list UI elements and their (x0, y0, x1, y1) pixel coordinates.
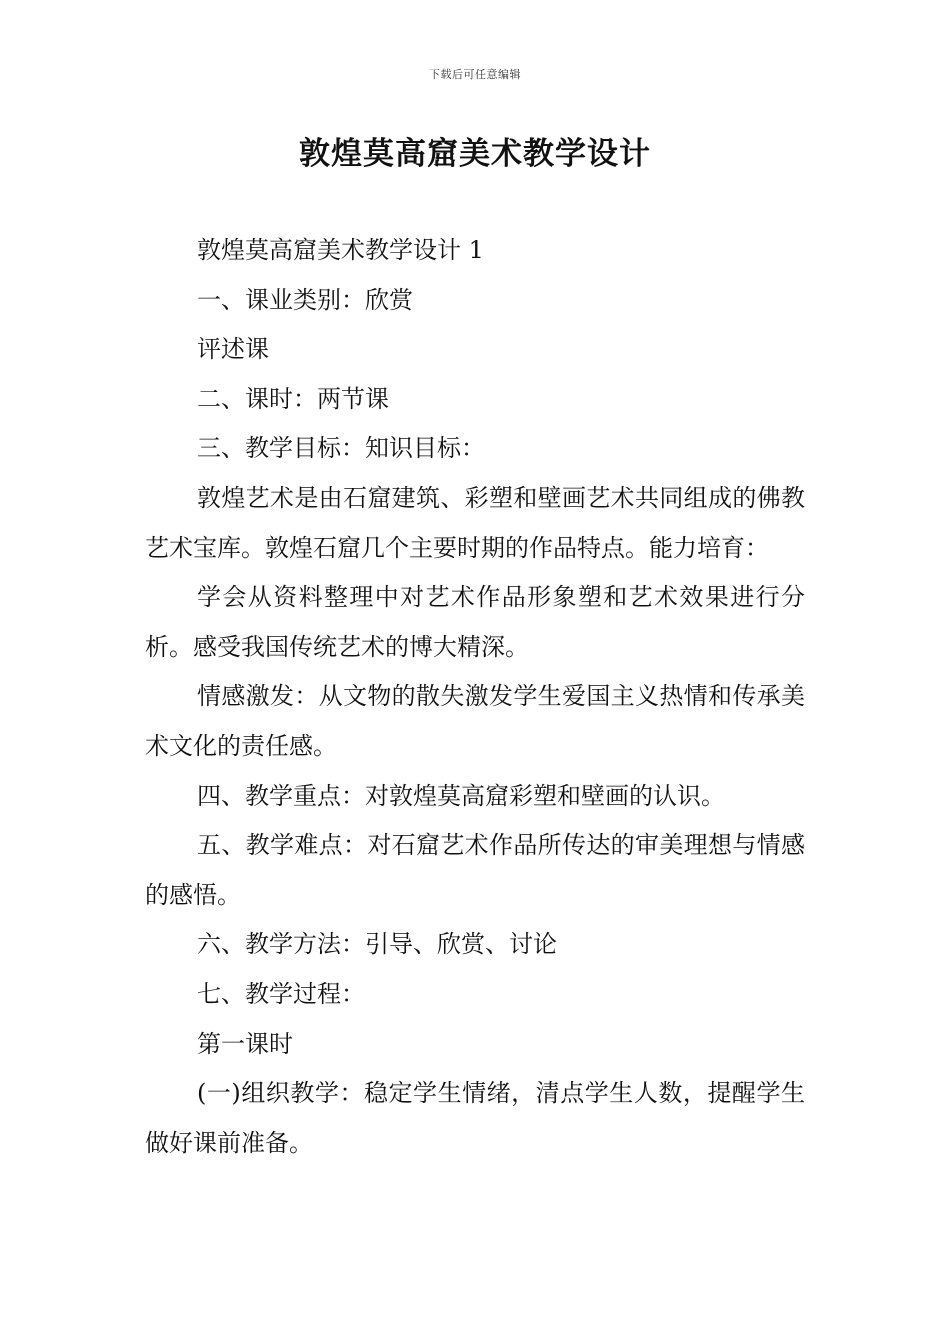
teaching-goals: 三、教学目标：知识目标： (197, 434, 485, 463)
organize-teaching-paragraph: (一)组织教学：稳定学生情绪，清点学生人数，提醒学生做好课前准备。 (145, 1079, 805, 1157)
lesson-hours: 二、课时：两节课 (197, 384, 389, 413)
section-heading: 敦煌莫高窟美术教学设计 1 (197, 236, 484, 264)
teaching-focus: 四、教学重点：对敦煌莫高窟彩塑和壁画的认识。 (197, 781, 725, 810)
document-body (145, 226, 805, 1168)
document-title: 敦煌莫高窟美术教学设计 (299, 136, 651, 172)
lesson-category: 一、课业类别：欣赏 (197, 285, 413, 314)
emotion-goal-paragraph: 情感激发：从文物的散失激发学生爱国主义热情和传承美术文化的责任感。 (145, 682, 805, 760)
teaching-difficulty: 五、教学难点：对石窟艺术作品所传达的审美理想与情感的感悟。 (145, 831, 805, 909)
knowledge-goal-paragraph: 敦煌艺术是由石窟建筑、彩塑和壁画艺术共同组成的佛教艺术宝库。敦煌石窟几个主要时期的作品特点。能力培育： (145, 483, 805, 562)
lesson-category-type: 评述课 (197, 335, 269, 364)
header-note: 下载后可任意编辑 (429, 68, 521, 81)
teaching-process: 七、教学过程： (197, 979, 365, 1008)
ability-goal-paragraph: 学会从资料整理中对艺术作品形象塑和艺术效果进行分析。感受我国传统艺术的博大精深。 (145, 583, 805, 661)
teaching-methods: 六、教学方法：引导、欣赏、讨论 (197, 930, 557, 959)
first-lesson-heading: 第一课时 (197, 1029, 293, 1058)
